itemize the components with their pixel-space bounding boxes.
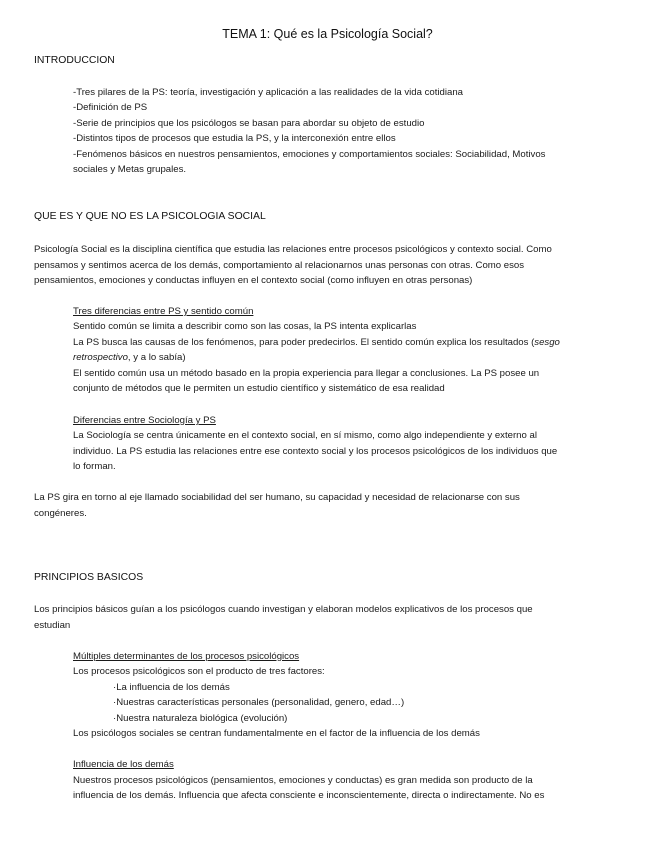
intro-item: -Distintos tipos de procesos que estudia la PS, y la interconexión entre ellos xyxy=(73,133,396,144)
factor-item: ·Nuestra naturaleza biológica (evolución) xyxy=(113,713,288,724)
section-heading-principios: PRINCIPIOS BASICOS xyxy=(34,572,144,583)
intro-item: -Serie de principios que los psicólogos se basan para abordar su objeto de estudio xyxy=(73,118,425,129)
paragraph-line: estudian xyxy=(34,620,71,631)
paragraph-line: pensamientos, emociones y conductas influyen en el contexto social (como influyen en otras personas) xyxy=(34,275,473,286)
paragraph-line: pensamos y sentimos acerca de los demás, comportamiento al relacionarnos unas personas con otras. Como esos xyxy=(34,260,525,271)
paragraph-line: Sentido común se limita a describir como son las cosas, la PS intenta explicarlas xyxy=(73,321,417,332)
intro-item: sociales y Metas grupales. xyxy=(73,164,187,175)
paragraph-line: Los procesos psicológicos son el producto de tres factores: xyxy=(73,666,325,677)
italic-term: sesgo xyxy=(534,337,560,348)
subheading-sociologia: Diferencias entre Sociología y PS xyxy=(73,415,216,426)
paragraph-line xyxy=(73,337,560,349)
paragraph-line: conjunto de métodos que le permiten un estudio científico y sistemático de esa realidad xyxy=(73,383,445,394)
page-title: TEMA 1: Qué es la Psicología Social? xyxy=(222,27,433,41)
paragraph-line: individuo. La PS estudia las relaciones entre ese contexto social y los procesos psicológicos de los individuos que xyxy=(73,446,558,457)
paragraph-line: Los principios básicos guían a los psicólogos cuando investigan y elaboran modelos explicativos de los procesos que xyxy=(34,604,533,615)
paragraph-line: La Sociología se centra únicamente en el contexto social, en sí mismo, como algo independiente y externo al xyxy=(73,430,537,441)
intro-item: -Definición de PS xyxy=(73,102,148,113)
factor-item: ·Nuestras características personales (personalidad, genero, edad…) xyxy=(113,697,405,708)
text-span: , y a lo sabía) xyxy=(127,352,186,363)
paragraph-line: Nuestros procesos psicológicos (pensamientos, emociones y conductas) es gran medida son producto de la xyxy=(73,775,533,786)
paragraph-line: El sentido común usa un método basado en la propia experiencia para llegar a conclusiones. La PS posee un xyxy=(73,368,540,379)
paragraph-line xyxy=(73,352,186,364)
italic-term: retrospectivo xyxy=(73,352,128,363)
paragraph-line: Psicología Social es la disciplina científica que estudia las relaciones entre procesos psicológicos y contexto social. Como xyxy=(34,244,552,255)
subheading-tres-diferencias: Tres diferencias entre PS y sentido común xyxy=(73,306,254,317)
factor-item: ·La influencia de los demás xyxy=(113,682,230,693)
paragraph-line: congéneres. xyxy=(34,508,87,519)
subheading-multiples: Múltiples determinantes de los procesos psicológicos xyxy=(73,651,300,662)
intro-item: -Tres pilares de la PS: teoría, investigación y aplicación a las realidades de la vida cotidiana xyxy=(73,87,464,98)
paragraph-line: influencia de los demás. Influencia que afecta consciente e inconscientemente, directa o indirectamente. No es xyxy=(73,790,545,801)
section-heading-introduccion: INTRODUCCION xyxy=(34,55,115,66)
subheading-influencia: Influencia de los demás xyxy=(73,759,174,770)
text-span: La PS busca las causas de los fenómenos, para poder predecirlos. El sentido común explica los resultados ( xyxy=(73,337,535,348)
paragraph-line: Los psicólogos sociales se centran fundamentalmente en el factor de la influencia de los demás xyxy=(73,728,480,739)
section-heading-que-es: QUE ES Y QUE NO ES LA PSICOLOGIA SOCIAL xyxy=(34,211,266,222)
paragraph-line: lo forman. xyxy=(73,461,116,472)
intro-item: -Fenómenos básicos en nuestros pensamientos, emociones y comportamientos sociales: Sociabilidad, Motivos xyxy=(73,149,546,160)
paragraph-line: La PS gira en torno al eje llamado sociabilidad del ser humano, su capacidad y necesidad de relacionarse con sus xyxy=(34,492,520,503)
